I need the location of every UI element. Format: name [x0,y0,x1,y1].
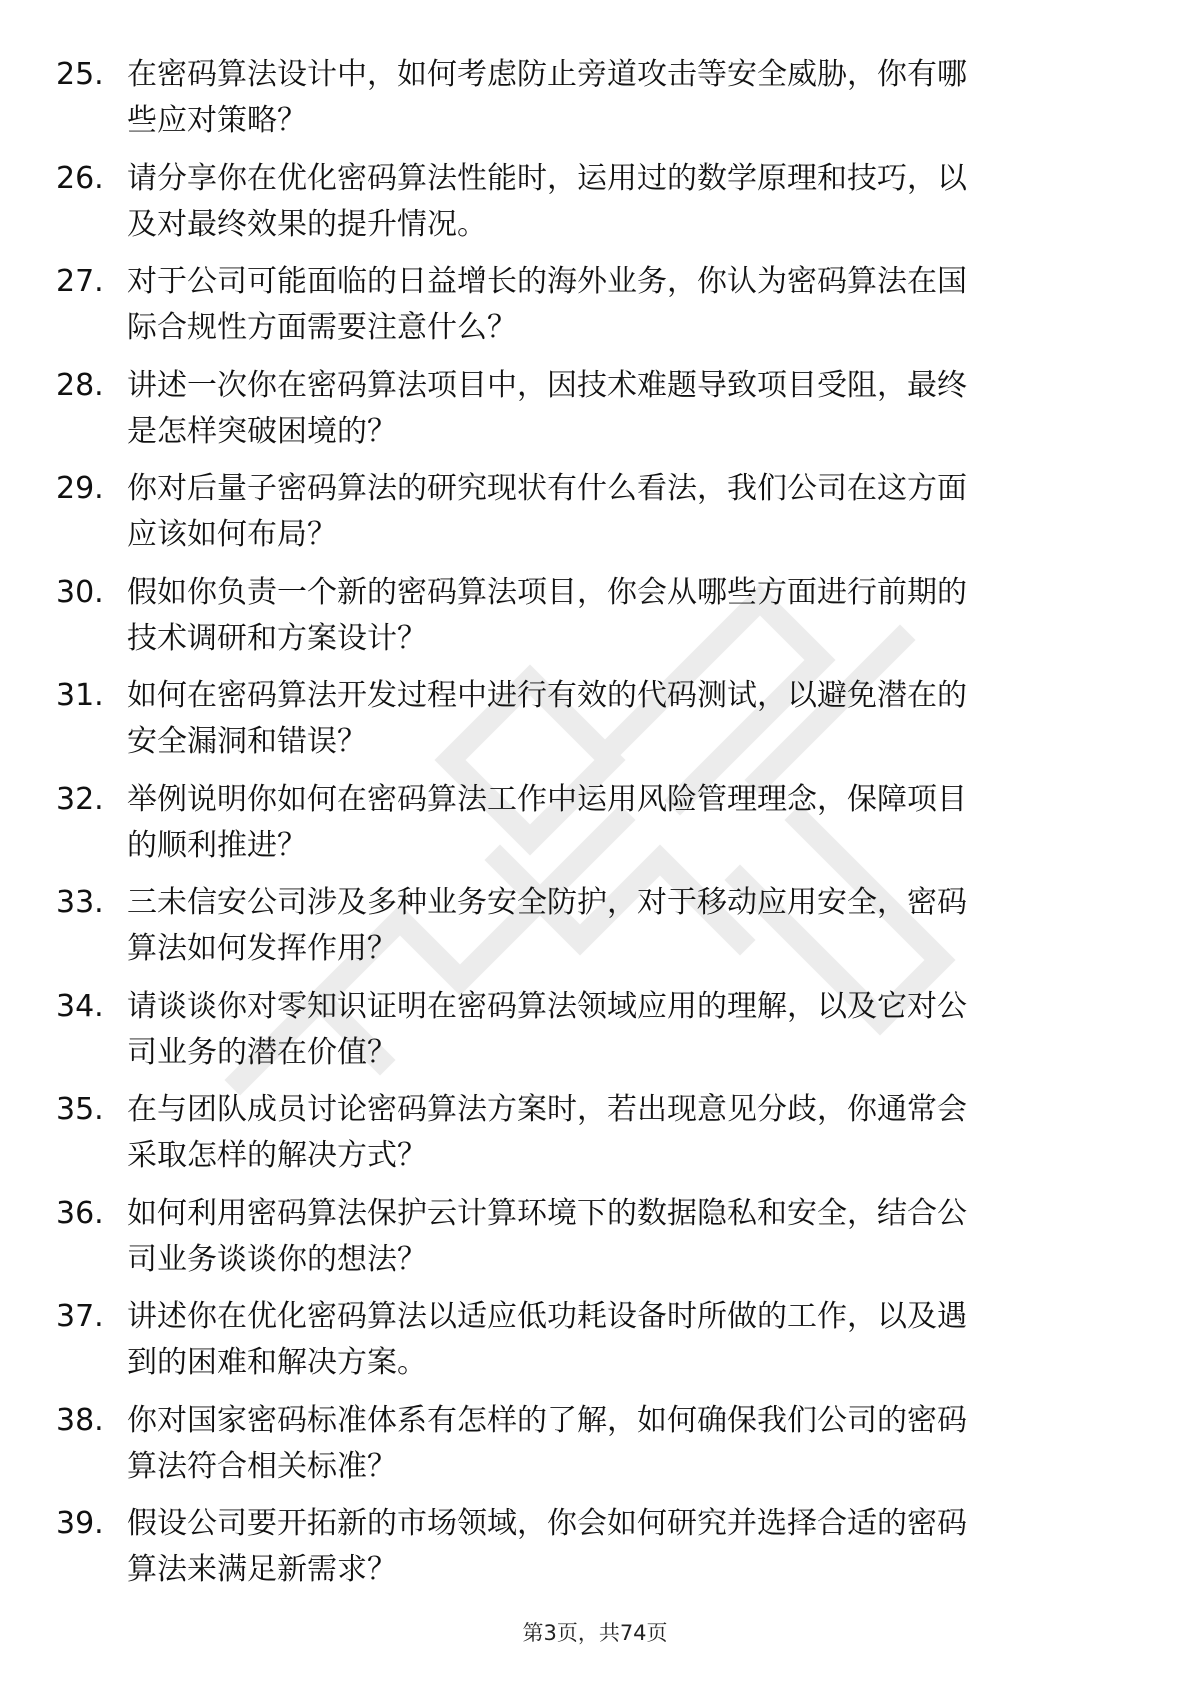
question-number: 28. [56,367,104,403]
question-text: 请谈谈你对零知识证明在密码算法领域应用的理解，以及它对公 司业务的潜在价值？ [127,988,967,1070]
list-item [0,570,1190,674]
question-number: 26. [56,160,104,196]
question-text: 请分享你在优化密码算法性能时，运用过的数学原理和技巧，以 及对最终效果的提升情况。 [127,160,967,242]
question-text: 举例说明你如何在密码算法工作中运用风险管理理念，保障项目 的顺利推进？ [127,781,967,863]
question-text: 在与团队成员讨论密码算法方案时，若出现意见分歧，你通常会 采取怎样的解决方式？ [127,1092,967,1173]
question-number: 33. [56,885,104,920]
question-list [0,52,1190,1605]
list-item [0,259,1190,363]
question-number: 39. [56,1506,104,1541]
question-text: 如何在密码算法开发过程中进行有效的代码测试，以避免潜在的 安全漏洞和错误？ [127,678,967,759]
question-number: 27. [56,264,104,299]
question-number: 38. [56,1402,104,1438]
question-number: 31. [56,678,104,713]
question-text: 在密码算法设计中，如何考虑防止旁道攻击等安全威胁，你有哪 些应对策略？ [127,57,967,138]
question-number: 25. [56,57,104,92]
question-number: 34. [56,988,104,1024]
list-item [0,466,1190,570]
list-item [0,777,1190,881]
list-item [0,1191,1190,1295]
question-text: 讲述一次你在密码算法项目中，因技术难题导致项目受阻，最终 是怎样突破困境的？ [127,367,967,449]
list-item [0,880,1190,984]
question-number: 29. [56,471,104,506]
question-number: 35. [56,1092,104,1127]
list-item [0,156,1190,260]
page-footer: 第3页，共74页 [522,1621,668,1645]
question-text: 假设公司要开拓新的市场领域，你会如何研究并选择合适的密码 算法来满足新需求？ [127,1506,967,1587]
list-item [0,1294,1190,1398]
question-number: 36. [56,1195,104,1231]
list-item [0,984,1190,1088]
question-text: 你对国家密码标准体系有怎样的了解，如何确保我们公司的密码 算法符合相关标准？ [127,1402,967,1484]
list-item [0,673,1190,777]
question-number: 32. [56,781,104,817]
list-item [0,1398,1190,1502]
list-item [0,363,1190,467]
list-item [0,1087,1190,1191]
question-text: 讲述你在优化密码算法以适应低功耗设备时所做的工作，以及遇 到的困难和解决方案。 [127,1299,967,1380]
question-number: 30. [56,574,104,610]
list-item [0,1501,1190,1605]
question-text: 假如你负责一个新的密码算法项目，你会从哪些方面进行前期的 技术调研和方案设计？ [127,574,967,656]
question-number: 37. [56,1299,104,1334]
question-text: 你对后量子密码算法的研究现状有什么看法，我们公司在这方面 应该如何布局？ [127,471,967,552]
list-item [0,52,1190,156]
question-text: 对于公司可能面临的日益增长的海外业务，你认为密码算法在国 际合规性方面需要注意什么？ [127,264,967,345]
question-text: 三未信安公司涉及多种业务安全防护，对于移动应用安全，密码 算法如何发挥作用？ [127,885,967,966]
question-text: 如何利用密码算法保护云计算环境下的数据隐私和安全，结合公 司业务谈谈你的想法？ [127,1195,967,1277]
